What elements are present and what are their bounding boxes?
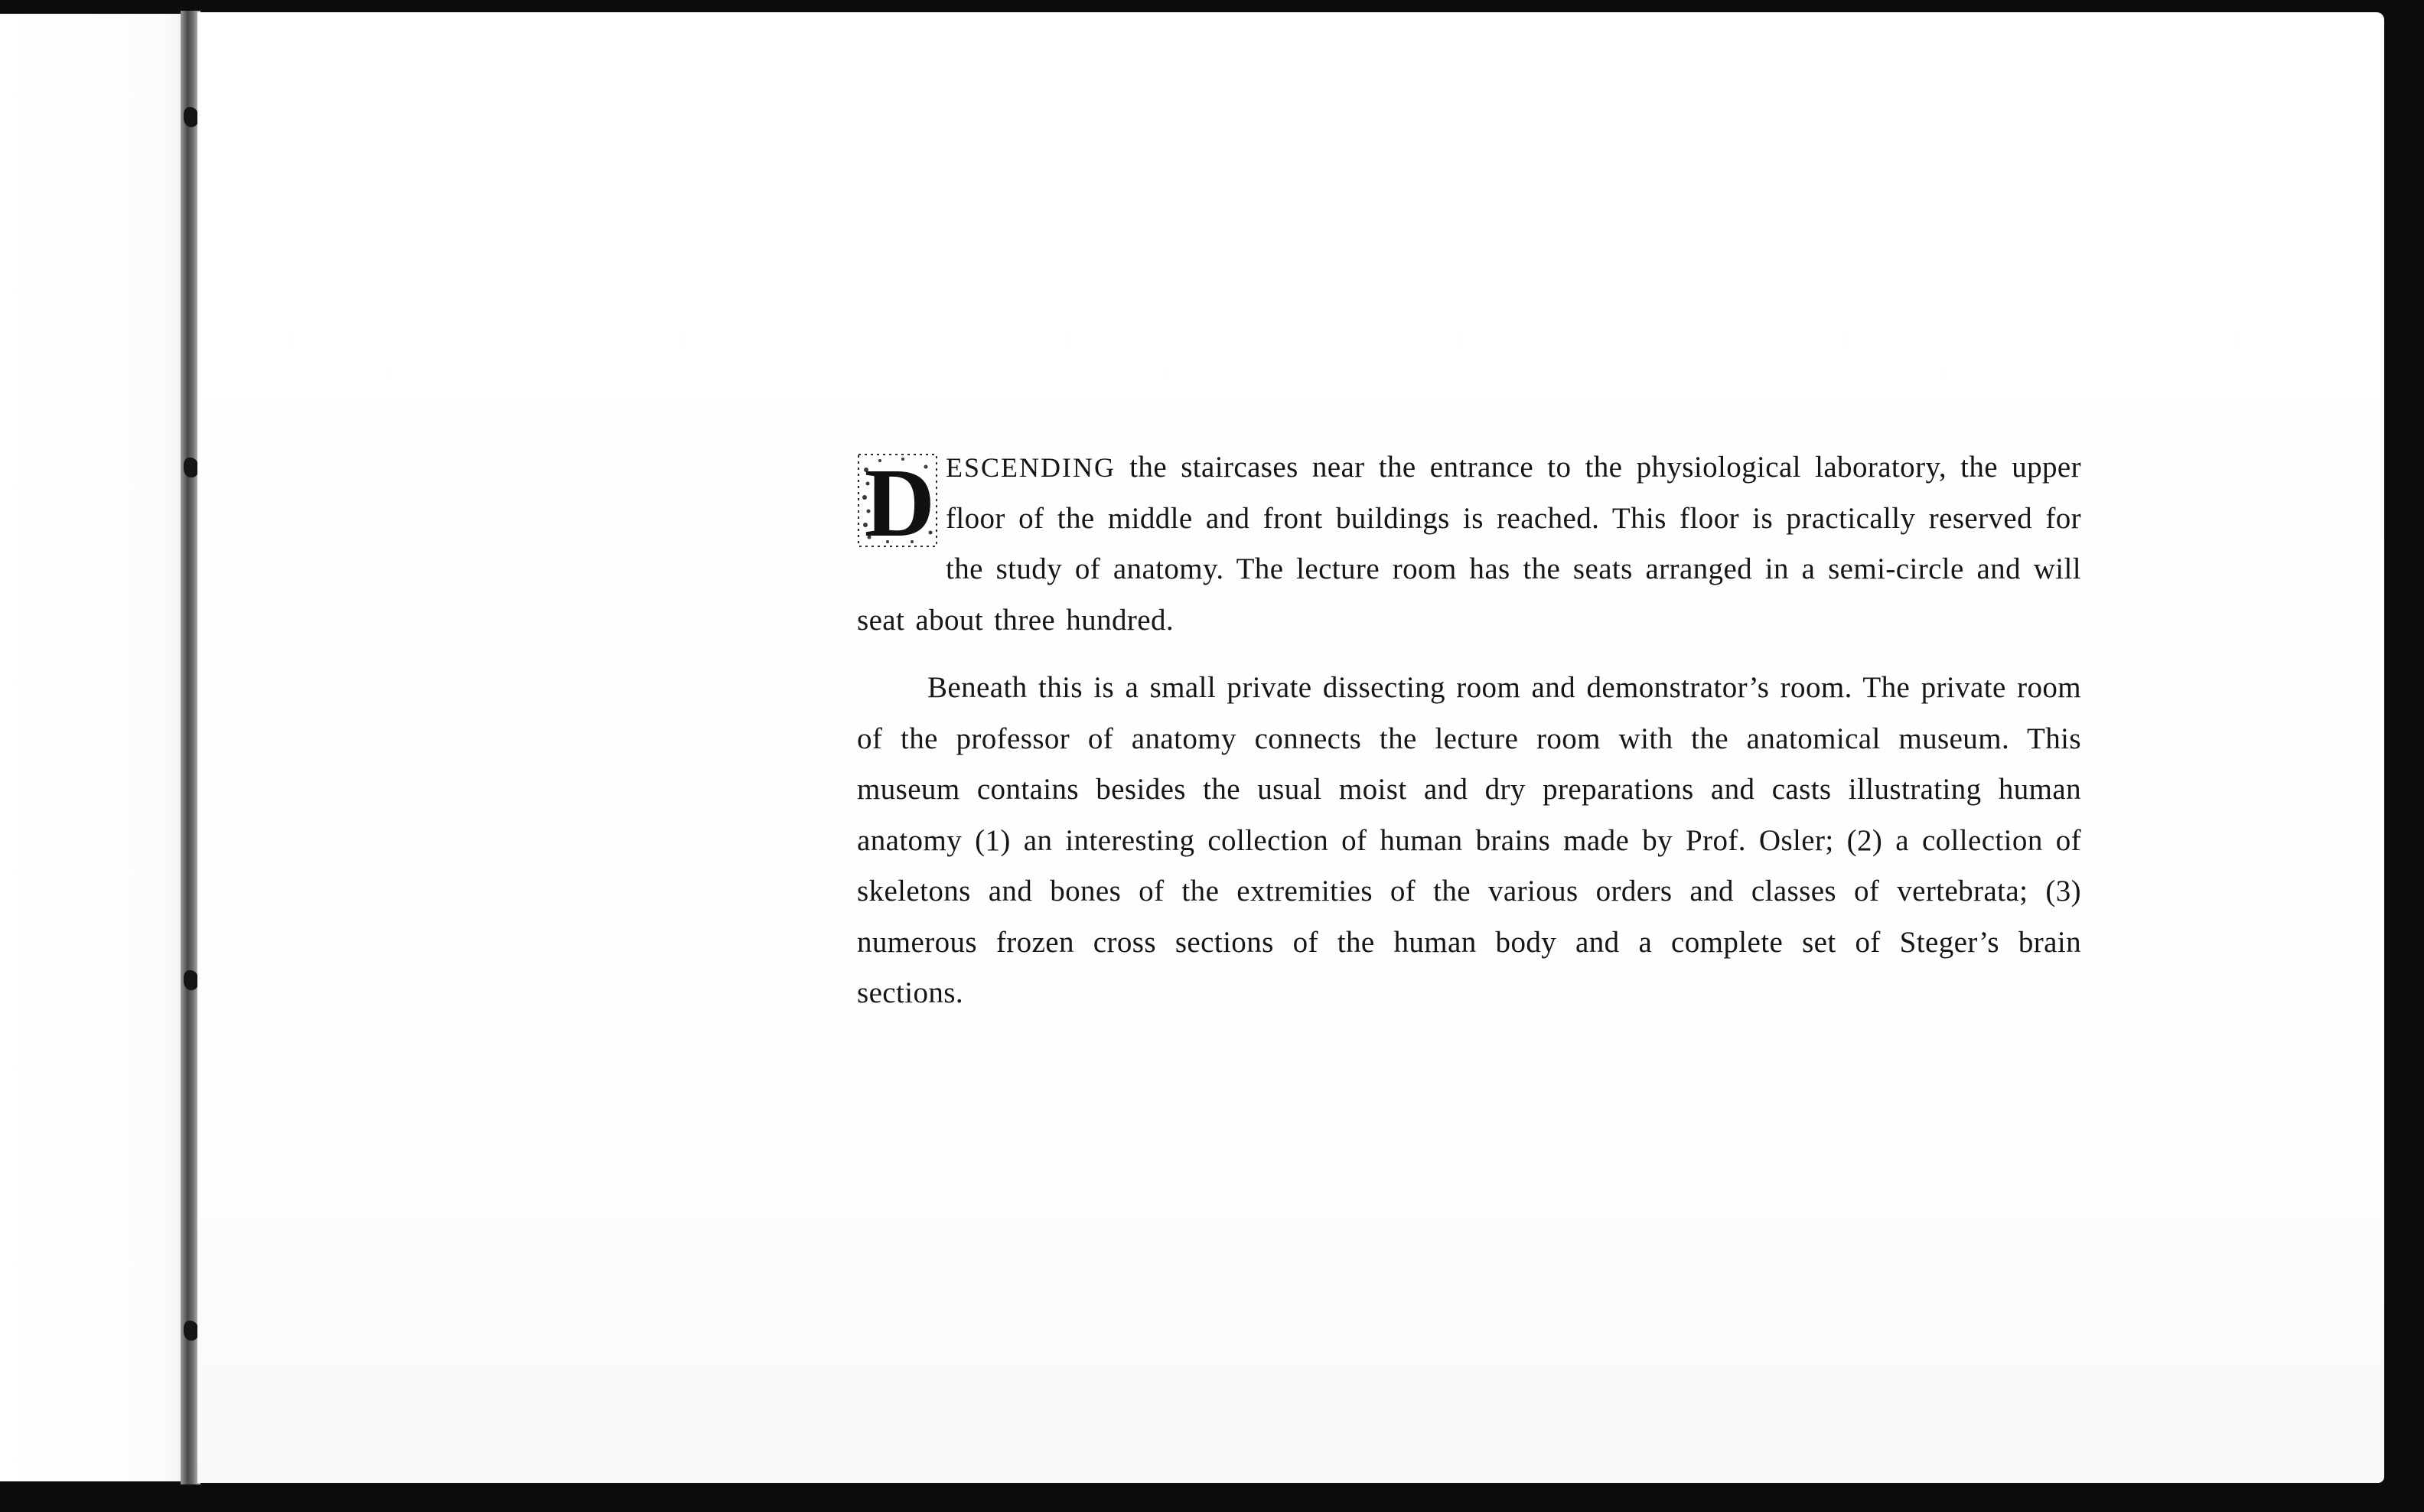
- right-page: [197, 12, 2384, 1483]
- binding-stitch: [184, 1321, 199, 1341]
- paragraph-1-text: the staircases near the entrance to the physiological laboratory, the upper floor of the middle and front buildings is reached. This floor is practically reserved for the study of anatomy. The lecture room has the seats arranged in a semi-circle and will seat about three hundred.: [857, 451, 2081, 637]
- paragraph-1: [857, 442, 2081, 646]
- binding-stitch: [184, 970, 199, 990]
- binding-stitch: [184, 107, 199, 127]
- ornamental-drop-cap: [857, 453, 938, 548]
- paragraph-2: Beneath this is a small private dissecting room and demonstrator’s room. The private room of the professor of anatomy connects the lecture room with the anatomical museum. This museum contains besides the usual moist and dry preparations and casts illustrating human anatomy (1) an interesting collection of human brains made by Prof. Osler; (2) a collection of skeletons and bones of the extremities of the various orders and classes of vertebrata; (3) numerous frozen cross sections of the human body and a complete set of Steger’s brain sections.: [857, 671, 2081, 1009]
- left-page-edge: [0, 14, 191, 1481]
- body-text: [857, 442, 2081, 1019]
- opening-word: ESCENDING: [946, 452, 1116, 483]
- drop-cap-ornament: [857, 453, 938, 548]
- drop-cap-letter: D: [864, 453, 936, 548]
- binding-stitch: [184, 458, 199, 477]
